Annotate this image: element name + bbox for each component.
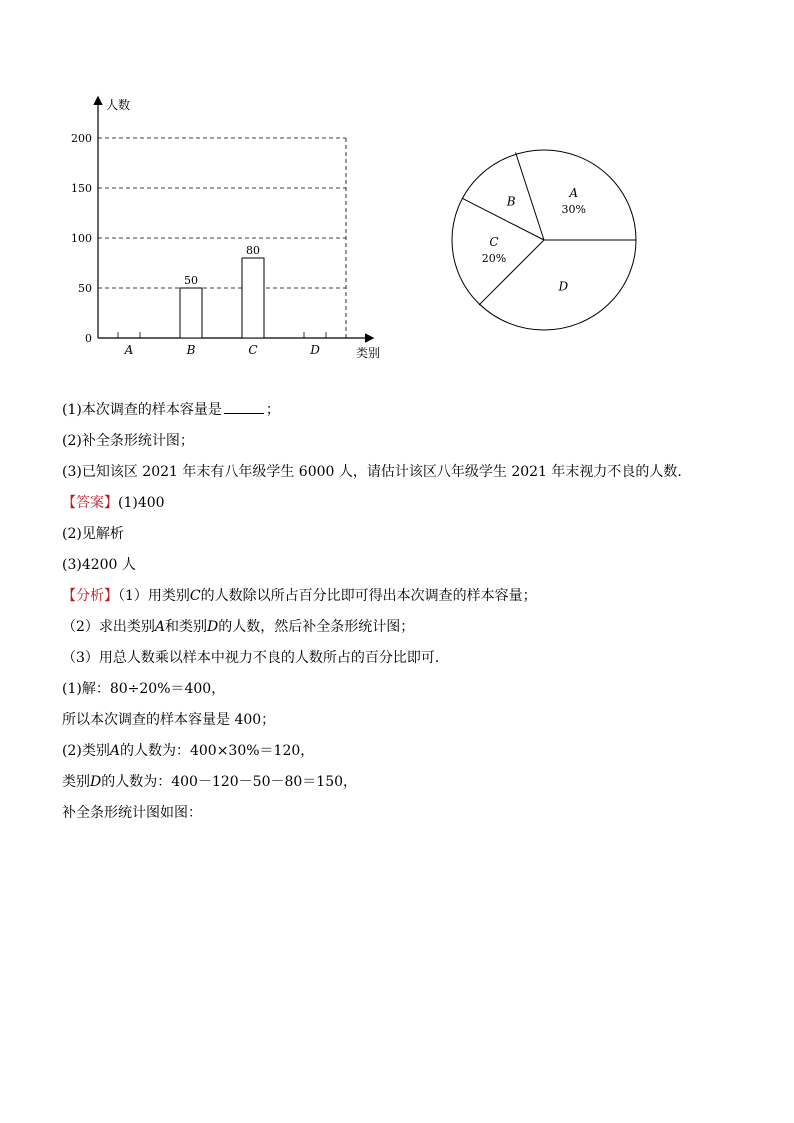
y-tick-label-0: 0	[85, 332, 92, 345]
answer-1-text: (1)400	[118, 495, 165, 511]
pie-chart-svg	[446, 146, 642, 338]
analysis-2-var1: A	[154, 619, 166, 635]
analysis-1-post: 的人数除以所占百分比即可得出本次调查的样本容量；	[200, 588, 537, 604]
answer-1	[62, 491, 742, 522]
y-axis-label: 人数	[106, 98, 131, 112]
bar-chart-svg	[60, 88, 390, 368]
bar-chart	[60, 88, 390, 368]
y-tick-label-100: 100	[71, 232, 92, 245]
analysis-2-post: 的人数，然后补全条形统计图；	[218, 619, 415, 635]
problem-text	[62, 398, 742, 832]
x-tick-label-A: A	[124, 343, 134, 357]
pie-label-A: A	[569, 186, 579, 201]
analysis-2	[62, 615, 742, 646]
y-tick-label-150: 150	[71, 182, 92, 195]
analysis-2-mid: 和类别	[165, 619, 208, 635]
solution-5: 补全条形统计图如图：	[62, 805, 202, 821]
answer-3: (3)4200 人	[62, 557, 136, 573]
bar-B	[180, 288, 202, 338]
question-1-end: ；	[265, 402, 280, 418]
question-3: (3)已知该区 2021 年末有八年级学生 6000 人，请估计该区八年级学生 2021 年末视力不良的人数．	[62, 464, 692, 480]
x-tick-label-C: C	[248, 343, 258, 357]
x-tick-label-B: B	[186, 343, 196, 357]
solution-1: (1)解：80÷20%＝400，	[62, 681, 226, 697]
question-1	[62, 398, 742, 429]
pie-chart	[446, 146, 642, 338]
pie-label-B: B	[506, 194, 516, 209]
x-tick-label-D: D	[310, 343, 320, 357]
analysis-1	[62, 584, 742, 615]
analysis-2-var2: D	[207, 619, 219, 635]
analysis-1-var: C	[189, 588, 201, 604]
bar-label-B: 50	[184, 274, 198, 287]
pie-percent-C: 20%	[481, 251, 507, 265]
solution-4	[62, 770, 742, 801]
solution-3	[62, 739, 742, 770]
solution-4-var: D	[90, 774, 102, 790]
analysis-2-pre: （2）求出类别	[62, 619, 155, 635]
answer-tag: 【答案】	[62, 495, 118, 511]
solution-4-post: 的人数为：400－120－50－80＝150，	[101, 774, 358, 790]
solution-3-pre: (2)类别	[62, 743, 110, 759]
bar-label-C: 80	[246, 244, 260, 257]
analysis-tag: 【分析】	[62, 588, 118, 604]
x-axis-label: 类别	[356, 346, 381, 360]
y-tick-label-200: 200	[71, 132, 92, 145]
analysis-1-pre: （1）用类别	[118, 588, 190, 604]
pie-label-C: C	[489, 234, 499, 249]
answer-blank	[224, 398, 264, 414]
solution-4-pre: 类别	[62, 774, 90, 790]
y-tick-label-50: 50	[78, 282, 92, 295]
pie-label-D: D	[558, 279, 569, 294]
analysis-3: （3）用总人数乘以样本中视力不良的人数所占的百分比即可．	[62, 650, 449, 666]
solution-3-post: 的人数为：400×30%＝120，	[119, 743, 315, 759]
solution-3-var: A	[109, 743, 120, 759]
question-2: (2)补全条形统计图；	[62, 433, 194, 449]
question-1-text: (1)本次调查的样本容量是	[62, 402, 222, 418]
bar-C	[242, 258, 264, 338]
answer-2: (2)见解析	[62, 526, 124, 542]
pie-percent-A: 30%	[561, 203, 586, 217]
solution-2: 所以本次调查的样本容量是 400；	[62, 712, 276, 728]
